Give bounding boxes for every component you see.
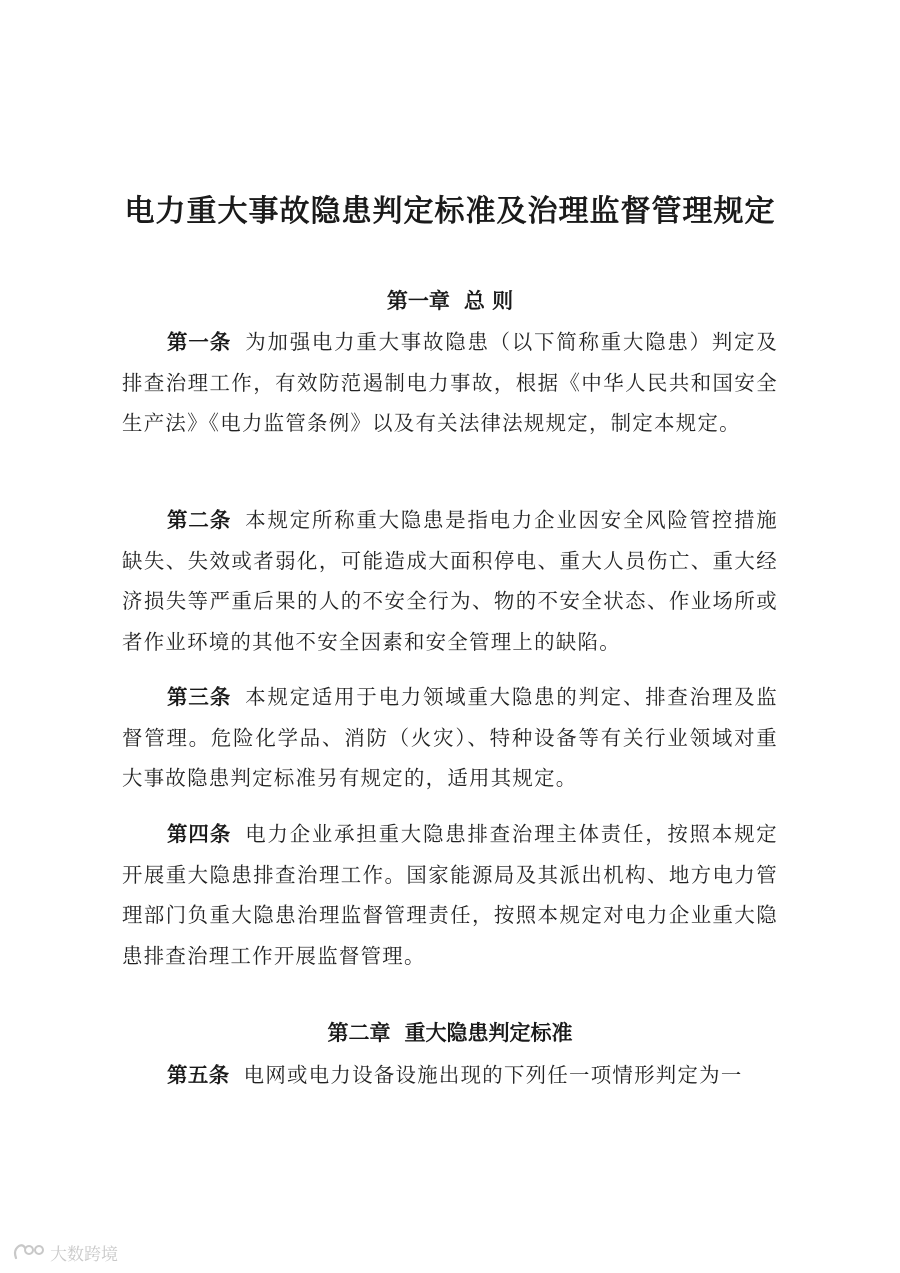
article-body: 电力企业承担重大隐患排查治理主体责任，按照本规定开展重大隐患排查治理工作。国家能源局及其派出机构、地方电力管理部门负重大隐患治理监督管理责任，按照本规定对电力企业重大隐患排查治理工作开展监督管理。 bbox=[122, 822, 779, 968]
article-body: 本规定适用于电力领域重大隐患的判定、排查治理及监督管理。危险化学品、消防（火灾）、特种设备等有关行业领域对重大事故隐患判定标准另有规定的，适用其规定。 bbox=[122, 685, 779, 790]
article-body: 电网或电力设备设施出现的下列任一项情形判定为一 bbox=[243, 1063, 743, 1087]
chapter-name: 总 则 bbox=[463, 289, 514, 313]
article-2 bbox=[122, 500, 778, 662]
chapter-heading-2 bbox=[0, 1017, 900, 1047]
watermark bbox=[12, 1240, 118, 1264]
document-title: 电力重大事故隐患判定标准及治理监督管理规定 bbox=[124, 194, 776, 229]
article-heading: 第四条 bbox=[167, 822, 232, 846]
article-3 bbox=[122, 677, 778, 799]
article-body: 本规定所称重大隐患是指电力企业因安全风险管控措施缺失、失效或者弱化，可能造成大面积停电、重大人员伤亡、重大经济损失等严重后果的人的不安全行为、物的不安全状态、作业场所或者作业环境的其他不安全因素和安全管理上的缺陷。 bbox=[122, 508, 779, 654]
article-1 bbox=[122, 322, 778, 444]
watermark-text: 大数跨境 bbox=[50, 1244, 118, 1265]
article-heading: 第五条 bbox=[167, 1063, 230, 1087]
brand-logo-icon bbox=[12, 1241, 46, 1263]
chapter-heading-1 bbox=[0, 285, 900, 315]
chapter-number: 第二章 bbox=[327, 1021, 391, 1045]
article-5 bbox=[122, 1055, 778, 1096]
chapter-number: 第一章 bbox=[386, 289, 450, 313]
article-heading: 第二条 bbox=[167, 508, 232, 532]
article-heading: 第一条 bbox=[167, 330, 232, 354]
chapter-name: 重大隐患判定标准 bbox=[404, 1021, 573, 1045]
article-4 bbox=[122, 814, 778, 976]
article-heading: 第三条 bbox=[167, 685, 232, 709]
article-body: 为加强电力重大事故隐患（以下简称重大隐患）判定及排查治理工作，有效防范遏制电力事故，根据《中华人民共和国安全生产法》《电力监管条例》以及有关法律法规规定，制定本规定。 bbox=[122, 330, 779, 435]
